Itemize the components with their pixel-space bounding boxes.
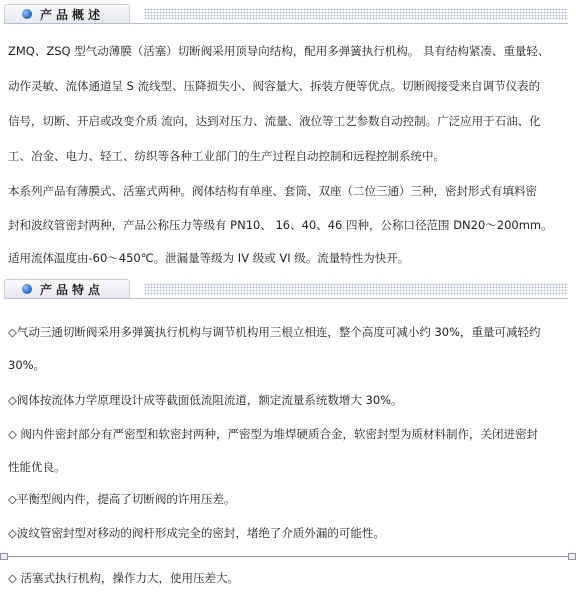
overview-line: 封和波纹管密封两种，产品公称压力等级有 PN10、 16、40、46 四种，公称口径范围 DN20～200mm。 xyxy=(8,218,553,232)
overview-line: 工、冶金、电力、轻工、纺织等各种工业部门的生产过程自动控制和远程控制系统中。 xyxy=(8,149,445,163)
overview-line: 动作灵敏、流体通道呈 S 流线型、压降损失小、阀容量大、拆装方便等优点。切断阀接受来自调节仪表的 xyxy=(8,79,541,93)
feature-line: ◇ 阀内件密封部分有严密型和软密封两种，严密型为堆焊硬质合金，软密封型为质材料制作，关闭进密封 xyxy=(8,427,538,441)
overview-heading xyxy=(4,4,568,24)
features-title: 产品特点 xyxy=(40,283,105,297)
dotted-pattern xyxy=(144,283,568,295)
feature-line: ◇波纹管密封型对移动的阀杆形成完全的密封，堵绝了介质外漏的可能性。 xyxy=(8,526,385,540)
overview-line: 信号，切断、开启或改变介质 流向，达到对压力、流量、液位等工艺参数自动控制。广泛应用于石油、化 xyxy=(8,114,541,128)
dotted-pattern xyxy=(144,8,568,20)
feature-line: ◇阀体按流体力学原理设计成等截面低流阻流道，额定流量系统数增大 30%。 xyxy=(8,393,403,407)
divider-right-handle-icon[interactable] xyxy=(568,553,576,560)
divider-rule xyxy=(6,556,570,557)
overview-line: 适用流体温度由-60～450℃。泄漏量等级为 IV 级或 VI 级。流量特性为快开。 xyxy=(8,251,410,265)
bullet-dot-icon xyxy=(22,9,32,19)
heading-underline xyxy=(4,23,568,24)
divider-left-handle-icon[interactable] xyxy=(0,553,8,560)
page-divider[interactable] xyxy=(0,553,576,561)
heading-underline xyxy=(4,298,568,299)
feature-line: ◇平衡型阀内件，提高了切断阀的许用压差。 xyxy=(8,492,236,506)
feature-line: ◇ 活塞式执行机构，操作力大，使用压差大。 xyxy=(8,571,239,585)
bullet-dot-icon xyxy=(22,284,32,294)
feature-line: 30%。 xyxy=(8,358,46,372)
overview-line: ZMQ、ZSQ 型气动薄膜（活塞）切断阀采用顶导向结构，配用多弹簧执行机构。 具有结构紧凑、重量轻、 xyxy=(8,44,550,58)
overview-title: 产品概述 xyxy=(40,8,105,22)
overview-line: 本系列产品有薄膜式、活塞式两种。阀体结构有单座、套筒、双座（二位三通）三种，密封形式有填料密 xyxy=(8,184,537,198)
features-heading xyxy=(4,279,568,299)
feature-line: 性能优良。 xyxy=(8,460,66,474)
feature-line: ◇气动三通切断阀采用多弹簧执行机构与调节机构用三根立相连，整个高度可减小约 30%，重量可减轻约 xyxy=(8,325,541,339)
